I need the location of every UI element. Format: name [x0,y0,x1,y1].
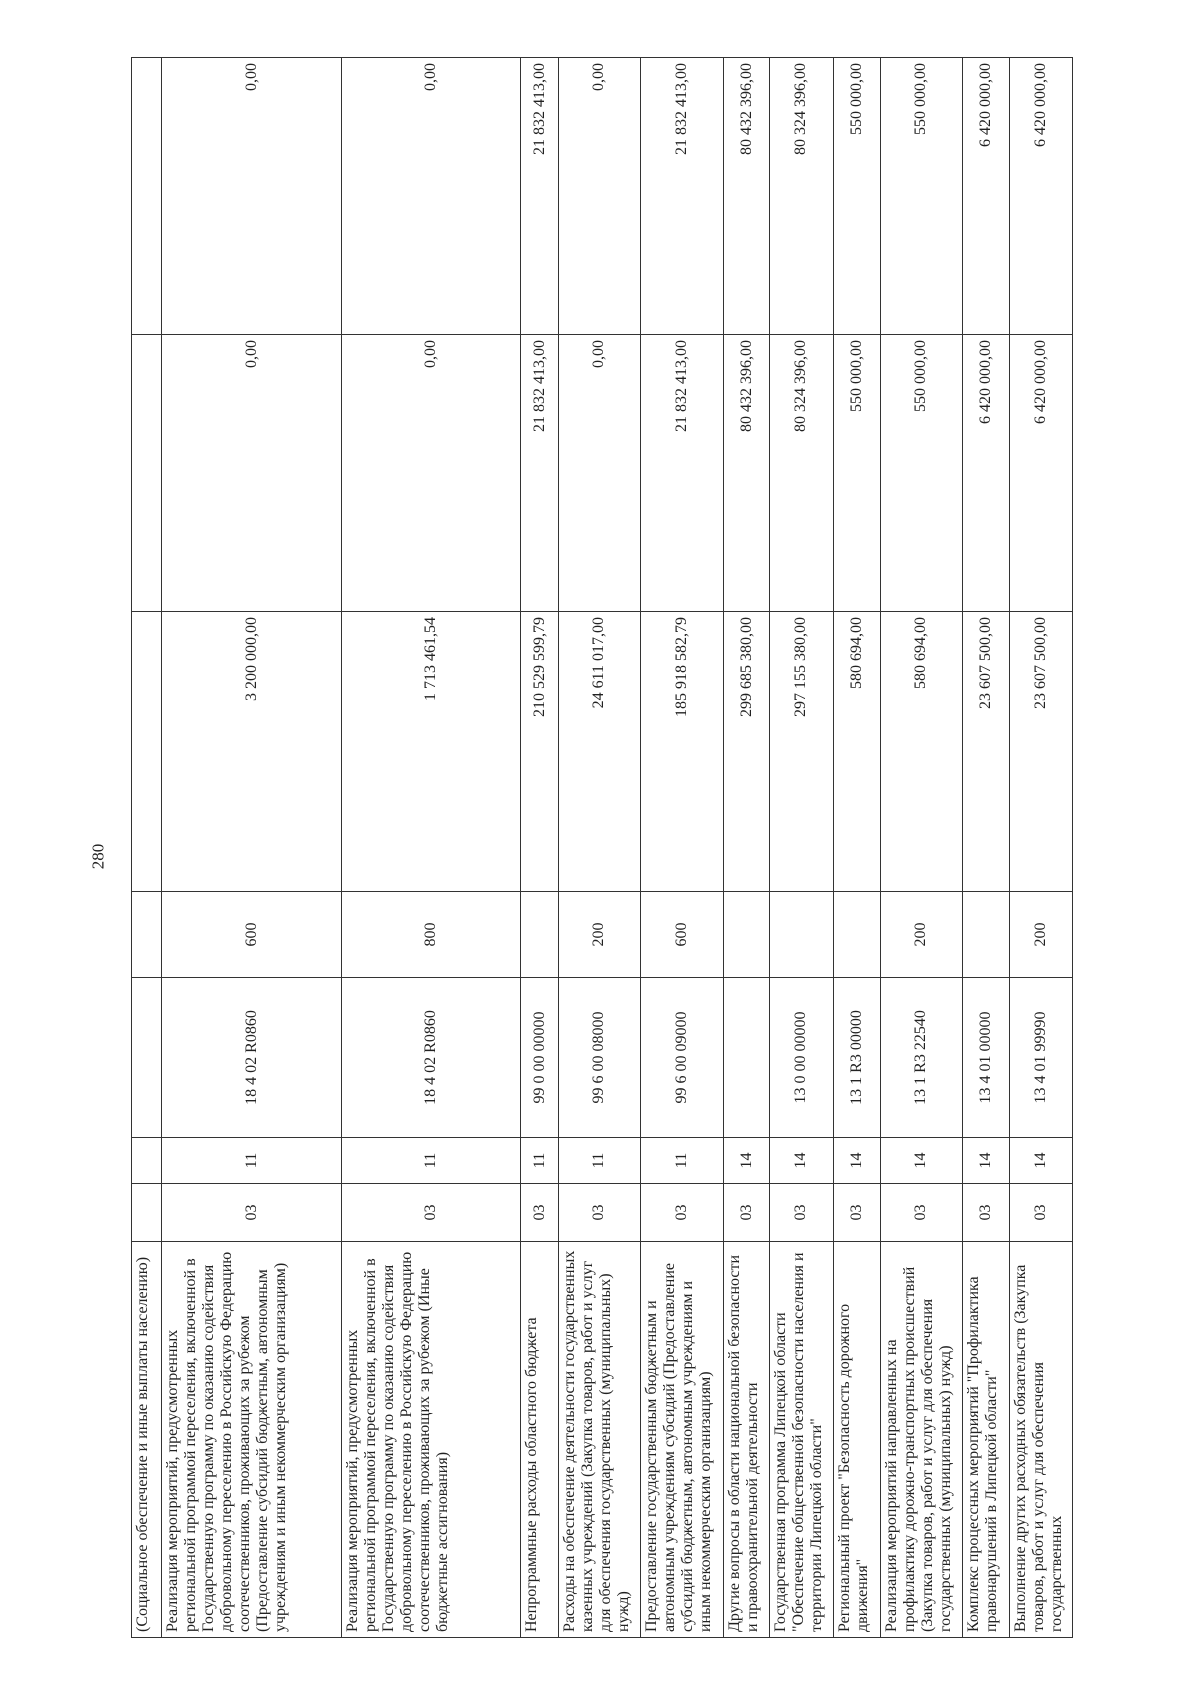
row-name-cell: Комплекс процессных мероприятий "Профилактика правонарушений в Липецкой области" [963,1242,1010,1638]
amount-year2-cell [132,335,162,612]
target-article-cell: 99 6 00 09000 [640,978,723,1138]
amount-year2-cell: 550 000,00 [833,335,880,612]
expense-type-cell [132,892,162,978]
amount-year1-cell: 580 694,00 [880,612,962,892]
amount-year3-cell: 0,00 [161,58,341,335]
table-row [833,58,880,1638]
section-code-cell [132,1184,162,1242]
table-row [558,58,640,1638]
section-code-cell: 03 [342,1184,521,1242]
target-article-cell: 18 4 02 R0860 [161,978,341,1138]
amount-year3-cell: 80 432 396,00 [724,58,770,335]
amount-year2-cell: 6 420 000,00 [1009,335,1072,612]
amount-year3-cell: 550 000,00 [880,58,962,335]
amount-year2-cell: 0,00 [558,335,640,612]
subsection-code-cell: 14 [724,1138,770,1184]
amount-year1-cell [132,612,162,892]
subsection-code-cell: 11 [558,1138,640,1184]
amount-year2-cell: 80 324 396,00 [769,335,833,612]
section-code-cell: 03 [963,1184,1010,1242]
target-article-cell: 18 4 02 R0860 [342,978,521,1138]
subsection-code-cell: 11 [161,1138,341,1184]
target-article-cell: 99 0 00 00000 [521,978,558,1138]
table-row [1009,58,1072,1638]
amount-year2-cell: 21 832 413,00 [640,335,723,612]
section-code-cell: 03 [521,1184,558,1242]
expense-type-cell: 600 [640,892,723,978]
amount-year1-cell: 299 685 380,00 [724,612,770,892]
row-name-cell: Государственная программа Липецкой области "Обеспечение общественной безопасности населения и территории Липецкой области" [769,1242,833,1638]
amount-year1-cell: 1 713 461,54 [342,612,521,892]
table-row [769,58,833,1638]
amount-year2-cell: 21 832 413,00 [521,335,558,612]
subsection-code-cell: 14 [833,1138,880,1184]
row-name-cell: Региональный проект "Безопасность дорожного движения" [833,1242,880,1638]
section-code-cell: 03 [833,1184,880,1242]
expense-type-cell: 200 [558,892,640,978]
amount-year3-cell: 0,00 [558,58,640,335]
section-code-cell: 03 [558,1184,640,1242]
expense-type-cell: 200 [1009,892,1072,978]
subsection-code-cell: 11 [521,1138,558,1184]
row-name-cell: Реализация мероприятий направленных на профилактику дорожно-транспортных происшествий (Закупка товаров, работ и услуг для обеспечения государственных (муниципальных) нужд) [880,1242,962,1638]
amount-year3-cell [132,58,162,335]
target-article-cell: 13 4 01 99990 [1009,978,1072,1138]
subsection-code-cell: 11 [342,1138,521,1184]
subsection-code-cell [132,1138,162,1184]
amount-year3-cell: 6 420 000,00 [1009,58,1072,335]
amount-year1-cell: 580 694,00 [833,612,880,892]
amount-year2-cell: 6 420 000,00 [963,335,1010,612]
amount-year3-cell: 21 832 413,00 [521,58,558,335]
target-article-cell: 99 6 00 08000 [558,978,640,1138]
section-code-cell: 03 [1009,1184,1072,1242]
page-number: 280 [88,843,108,870]
amount-year1-cell: 297 155 380,00 [769,612,833,892]
subsection-code-cell: 14 [880,1138,962,1184]
table-row [640,58,723,1638]
amount-year1-cell: 3 200 000,00 [161,612,341,892]
row-name-cell: Предоставление государственным бюджетным и автономным учреждениям субсидий (Предоставление субсидий бюджетным, автономным учреждениям и иным некоммерческим организациям) [640,1242,723,1638]
table-row [724,58,770,1638]
target-article-cell: 13 4 01 00000 [963,978,1010,1138]
table-row [521,58,558,1638]
expense-type-cell [521,892,558,978]
amount-year2-cell: 80 432 396,00 [724,335,770,612]
table-body [132,58,1073,1638]
section-code-cell: 03 [161,1184,341,1242]
expense-type-cell: 800 [342,892,521,978]
target-article-cell [132,978,162,1138]
amount-year3-cell: 550 000,00 [833,58,880,335]
row-name-cell: Другие вопросы в области национальной безопасности и правоохранительной деятельности [724,1242,770,1638]
table-row [161,58,341,1638]
expense-type-cell: 600 [161,892,341,978]
amount-year1-cell: 24 611 017,00 [558,612,640,892]
budget-table [131,57,1073,1638]
amount-year3-cell: 21 832 413,00 [640,58,723,335]
section-code-cell: 03 [640,1184,723,1242]
section-code-cell: 03 [880,1184,962,1242]
table-row [880,58,962,1638]
section-code-cell: 03 [724,1184,770,1242]
target-article-cell: 13 1 R3 22540 [880,978,962,1138]
target-article-cell: 13 0 00 00000 [769,978,833,1138]
expense-type-cell: 200 [880,892,962,978]
row-name-cell: Реализация мероприятий, предусмотренных региональной программой переселения, включенной в Государственную программу по оказанию содействия добровольному переселению в Российскую Федерацию соотечественников, проживающих за рубежом (Иные бюджетные ассигнования) [342,1242,521,1638]
section-code-cell: 03 [769,1184,833,1242]
table-row [132,58,162,1638]
table-row [342,58,521,1638]
amount-year1-cell: 185 918 582,79 [640,612,723,892]
amount-year3-cell: 6 420 000,00 [963,58,1010,335]
target-article-cell: 13 1 R3 00000 [833,978,880,1138]
subsection-code-cell: 14 [1009,1138,1072,1184]
rotated-page-content [131,58,1073,1638]
subsection-code-cell: 11 [640,1138,723,1184]
table-row [963,58,1010,1638]
amount-year2-cell: 0,00 [161,335,341,612]
amount-year1-cell: 23 607 500,00 [1009,612,1072,892]
target-article-cell [724,978,770,1138]
row-name-cell: Непрограммные расходы областного бюджета [521,1242,558,1638]
amount-year3-cell: 0,00 [342,58,521,335]
expense-type-cell [963,892,1010,978]
row-name-cell: (Социальное обеспечение и иные выплаты населению) [132,1242,162,1638]
amount-year1-cell: 23 607 500,00 [963,612,1010,892]
amount-year2-cell: 550 000,00 [880,335,962,612]
expense-type-cell [833,892,880,978]
row-name-cell: Расходы на обеспечение деятельности государственных казенных учреждений (Закупка товаров, работ и услуг для обеспечения государственных (муниципальных) нужд) [558,1242,640,1638]
amount-year3-cell: 80 324 396,00 [769,58,833,335]
subsection-code-cell: 14 [769,1138,833,1184]
amount-year2-cell: 0,00 [342,335,521,612]
subsection-code-cell: 14 [963,1138,1010,1184]
expense-type-cell [724,892,770,978]
expense-type-cell [769,892,833,978]
row-name-cell: Реализация мероприятий, предусмотренных региональной программой переселения, включенной в Государственную программу по оказанию содействия добровольному переселению в Российскую Федерацию соотечественников, проживающих за рубежом (Предоставление субсидий бюджетным, автономным учреждениям и иным некоммерческим организациям) [161,1242,341,1638]
amount-year1-cell: 210 529 599,79 [521,612,558,892]
row-name-cell: Выполнение других расходных обязательств (Закупка товаров, работ и услуг для обеспечения государственных [1009,1242,1072,1638]
